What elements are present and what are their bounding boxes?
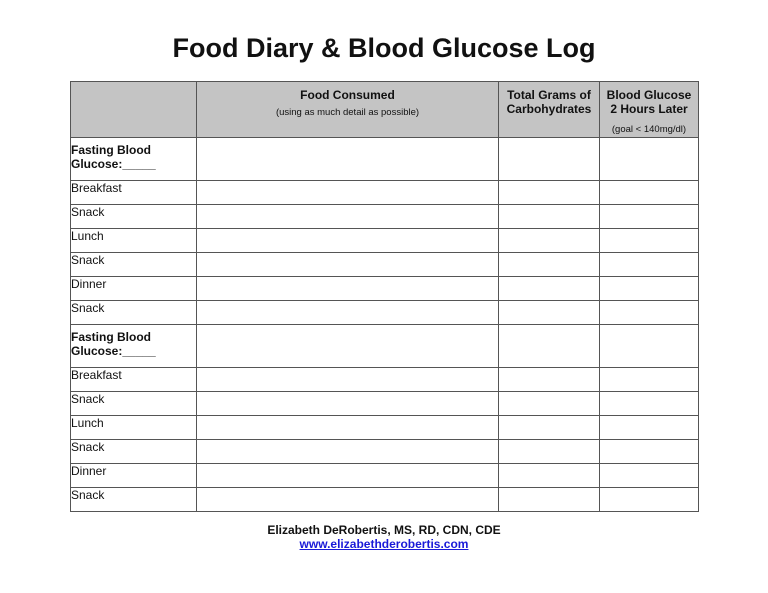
glucose-cell[interactable]	[600, 488, 699, 512]
food-cell[interactable]	[197, 181, 499, 205]
header-food-sublabel: (using as much detail as possible)	[275, 107, 420, 118]
carbs-cell[interactable]	[499, 440, 600, 464]
header-bg-goal: (goal < 140mg/dl)	[611, 124, 687, 135]
meal-label: Snack	[71, 253, 197, 277]
carbs-cell[interactable]	[499, 464, 600, 488]
meal-label: Dinner	[71, 464, 197, 488]
glucose-cell[interactable]	[600, 301, 699, 325]
glucose-cell[interactable]	[600, 440, 699, 464]
fasting-label-line2: Glucose:_____	[71, 344, 156, 358]
carbs-cell[interactable]	[499, 253, 600, 277]
header-food-consumed	[197, 82, 499, 138]
table-row	[71, 301, 699, 325]
glucose-cell[interactable]	[600, 368, 699, 392]
fasting-glucose-label	[71, 325, 197, 368]
table-row-fasting	[71, 325, 699, 368]
meal-label: Breakfast	[71, 368, 197, 392]
food-cell[interactable]	[197, 277, 499, 301]
header-bg-line1: Blood Glucose	[606, 88, 692, 102]
carbs-cell[interactable]	[499, 181, 600, 205]
meal-label: Snack	[71, 488, 197, 512]
table-row	[71, 440, 699, 464]
carbs-cell[interactable]	[499, 416, 600, 440]
carbs-cell[interactable]	[499, 138, 600, 181]
glucose-cell[interactable]	[600, 277, 699, 301]
table-row	[71, 253, 699, 277]
carbs-cell[interactable]	[499, 488, 600, 512]
header-carbohydrates	[499, 82, 600, 138]
table-row	[71, 205, 699, 229]
carbs-cell[interactable]	[499, 325, 600, 368]
table-row	[71, 277, 699, 301]
food-cell[interactable]	[197, 301, 499, 325]
table-row	[71, 464, 699, 488]
glucose-cell[interactable]	[600, 138, 699, 181]
fasting-glucose-label	[71, 138, 197, 181]
glucose-cell[interactable]	[600, 253, 699, 277]
table-row-fasting	[71, 138, 699, 181]
food-cell[interactable]	[197, 253, 499, 277]
glucose-cell[interactable]	[600, 325, 699, 368]
carbs-cell[interactable]	[499, 392, 600, 416]
carbs-cell[interactable]	[499, 277, 600, 301]
meal-label: Snack	[71, 301, 197, 325]
header-blood-glucose	[600, 82, 699, 138]
food-cell[interactable]	[197, 392, 499, 416]
page-title: Food Diary & Blood Glucose Log	[172, 33, 596, 63]
food-cell[interactable]	[197, 138, 499, 181]
header-food-label: Food Consumed	[300, 88, 395, 102]
meal-label: Snack	[71, 392, 197, 416]
food-cell[interactable]	[197, 416, 499, 440]
glucose-cell[interactable]	[600, 205, 699, 229]
food-cell[interactable]	[197, 229, 499, 253]
meal-label: Breakfast	[71, 181, 197, 205]
table-row	[71, 229, 699, 253]
carbs-cell[interactable]	[499, 368, 600, 392]
glucose-cell[interactable]	[600, 229, 699, 253]
food-cell[interactable]	[197, 368, 499, 392]
table-row	[71, 392, 699, 416]
glucose-cell[interactable]	[600, 181, 699, 205]
food-cell[interactable]	[197, 464, 499, 488]
glucose-cell[interactable]	[600, 392, 699, 416]
food-cell[interactable]	[197, 488, 499, 512]
meal-label: Snack	[71, 440, 197, 464]
website-link[interactable]: www.elizabethderobertis.com	[299, 537, 469, 551]
table-row	[71, 181, 699, 205]
food-cell[interactable]	[197, 205, 499, 229]
meal-label: Lunch	[71, 416, 197, 440]
food-glucose-log-table	[70, 81, 699, 512]
header-carbs-line2: Carbohydrates	[506, 102, 592, 116]
fasting-label-line1: Fasting Blood	[71, 330, 151, 344]
carbs-cell[interactable]	[499, 301, 600, 325]
carbs-cell[interactable]	[499, 229, 600, 253]
food-cell[interactable]	[197, 325, 499, 368]
footer	[0, 523, 768, 551]
table-row	[71, 368, 699, 392]
meal-label: Dinner	[71, 277, 197, 301]
header-bg-line2: 2 Hours Later	[610, 102, 688, 116]
fasting-label-line2: Glucose:_____	[71, 157, 156, 171]
glucose-cell[interactable]	[600, 416, 699, 440]
header-carbs-line1: Total Grams of	[507, 88, 591, 102]
meal-label: Lunch	[71, 229, 197, 253]
table-row	[71, 488, 699, 512]
fasting-label-line1: Fasting Blood	[71, 143, 151, 157]
carbs-cell[interactable]	[499, 205, 600, 229]
meal-label: Snack	[71, 205, 197, 229]
glucose-cell[interactable]	[600, 464, 699, 488]
food-cell[interactable]	[197, 440, 499, 464]
author-credit: Elizabeth DeRobertis, MS, RD, CDN, CDE	[267, 523, 501, 537]
header-meal-column	[71, 82, 197, 138]
table-row	[71, 416, 699, 440]
table-header-row	[71, 82, 699, 138]
